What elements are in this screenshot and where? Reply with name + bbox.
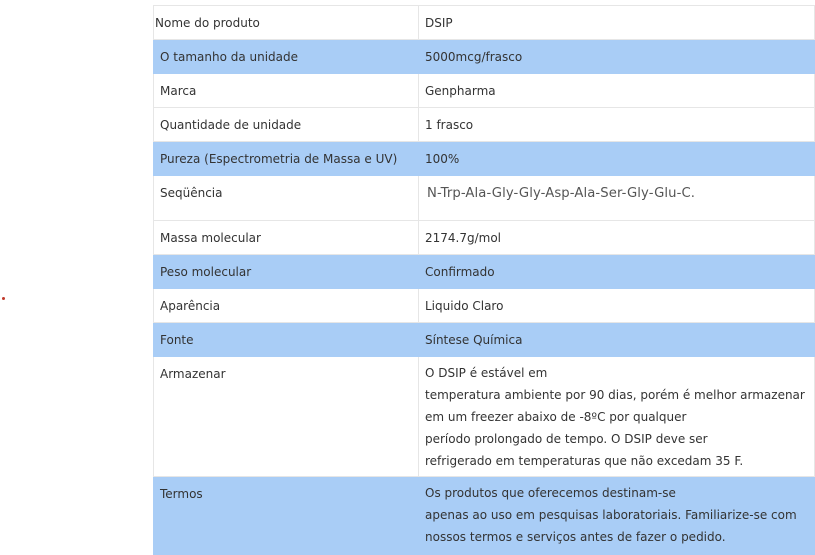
row-value: Síntese Química — [419, 323, 815, 357]
row-value: Genpharma — [419, 74, 815, 108]
table-row — [154, 142, 815, 176]
sequence-value: N-Trp-Ala-Gly-Gly-Asp-Ala-Ser-Gly-Glu-C. — [427, 186, 696, 201]
row-value — [419, 357, 815, 477]
product-spec-table — [153, 5, 815, 555]
row-value — [419, 176, 815, 221]
row-label: Massa molecular — [154, 221, 419, 255]
row-value: 2174.7g/mol — [419, 221, 815, 255]
row-label: Marca — [154, 74, 419, 108]
text-line: O DSIP é estável em — [425, 366, 548, 380]
row-label: Termos — [154, 477, 419, 555]
table-row — [154, 357, 815, 477]
row-value: 100% — [419, 142, 815, 176]
row-label: Pureza (Espectrometria de Massa e UV) — [154, 142, 419, 176]
terms-text — [425, 482, 808, 548]
row-label: Quantidade de unidade — [154, 108, 419, 142]
row-label: O tamanho da unidade — [154, 40, 419, 74]
row-label: Aparência — [154, 289, 419, 323]
row-value: Confirmado — [419, 255, 815, 289]
row-value: 5000mcg/frasco — [419, 40, 815, 74]
row-label: Nome do produto — [154, 6, 419, 40]
table-row — [154, 6, 815, 40]
row-label: Peso molecular — [154, 255, 419, 289]
table-row — [154, 477, 815, 555]
table-row — [154, 40, 815, 74]
text-line: período prolongado de tempo. O DSIP deve ser — [425, 432, 708, 446]
table-row — [154, 323, 815, 357]
decorative-dot — [2, 297, 5, 300]
row-label: Seqüência — [154, 176, 419, 221]
table-row — [154, 289, 815, 323]
row-value: DSIP — [419, 6, 815, 40]
table-row — [154, 108, 815, 142]
table-row — [154, 255, 815, 289]
row-label: Armazenar — [154, 357, 419, 477]
row-label: Fonte — [154, 323, 419, 357]
storage-text — [425, 362, 808, 472]
table-row — [154, 74, 815, 108]
text-line: temperatura ambiente por 90 dias, porém é melhor armazenar — [425, 388, 805, 402]
row-value: 1 frasco — [419, 108, 815, 142]
text-line: nossos termos e serviços antes de fazer o pedido. — [425, 530, 726, 544]
text-line: refrigerado em temperaturas que não excedam 35 F. — [425, 454, 744, 468]
table-row — [154, 221, 815, 255]
text-line: apenas ao uso em pesquisas laboratoriais. Familiarize-se com — [425, 508, 797, 522]
row-value: Liquido Claro — [419, 289, 815, 323]
row-value — [419, 477, 815, 555]
text-line: Os produtos que oferecemos destinam-se — [425, 486, 676, 500]
table-row — [154, 176, 815, 221]
text-line: em um freezer abaixo de -8ºC por qualquer — [425, 410, 687, 424]
